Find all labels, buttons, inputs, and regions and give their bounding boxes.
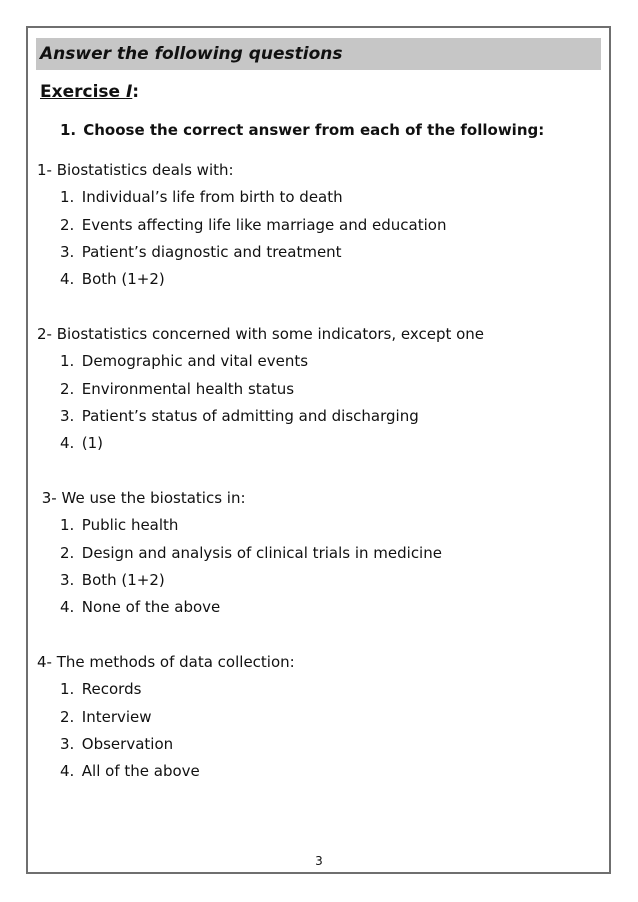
page-heading: Answer the following questions [40,44,343,64]
answer-option [0,540,638,567]
answer-option [0,403,638,430]
answer-option [0,704,638,731]
option-text: Both (1+2) [81,270,165,289]
answer-option [0,212,638,239]
answer-option [0,512,638,539]
option-number: 1. [60,516,75,535]
option-text: Observation [81,734,174,753]
option-number: 1. [60,188,75,207]
option-text: Demographic and vital events [81,352,309,371]
option-number: 4. [60,434,75,453]
question-text: 1- Biostatistics deals with: [37,161,234,179]
answer-option [0,239,638,266]
question-block-1 [0,157,638,293]
option-text: Records [81,680,142,699]
option-number: 2. [60,543,75,562]
exercise-label-roman: I [125,82,133,102]
option-number: 3. [60,406,75,425]
option-text: Patient’s diagnostic and treatment [81,242,342,261]
option-text: Environmental health status [81,379,295,398]
answer-option [0,594,638,621]
answer-option [0,376,638,403]
answer-option [0,184,638,211]
option-number: 2. [60,707,75,726]
answer-option [0,567,638,594]
exercise-title [40,80,139,104]
option-text: Both (1+2) [81,570,165,589]
answer-option [0,758,638,785]
question-text: 2- Biostatistics concerned with some indicators, except one [37,325,485,343]
option-number: 3. [60,242,75,261]
answer-option [0,676,638,703]
instruction-number: 1. [60,121,77,139]
answer-option [0,430,638,457]
question-text: 4- The methods of data collection: [37,653,295,671]
option-text: Individual’s life from birth to death [81,188,343,207]
option-number: 4. [60,598,75,617]
option-number: 1. [60,680,75,699]
instruction [60,119,544,141]
question-block-2 [0,321,638,457]
option-number: 2. [60,215,75,234]
option-number: 1. [60,352,75,371]
option-text: None of the above [81,598,221,617]
answer-option [0,731,638,758]
option-text: Public health [81,516,179,535]
answer-option [0,348,638,375]
exercise-label [40,82,132,102]
question-text: 3- We use the biostatics in: [37,489,246,507]
answer-option [0,266,638,293]
option-text: Design and analysis of clinical trials in medicine [81,543,442,562]
option-number: 4. [60,270,75,289]
option-text: Events affecting life like marriage and education [81,215,447,234]
exercise-label-suffix: : [132,82,140,102]
question-block-4 [0,649,638,785]
option-text: Interview [81,707,152,726]
exercise-label-prefix: Exercise [40,82,126,102]
option-number: 2. [60,379,75,398]
option-number: 3. [60,734,75,753]
question-block-3 [0,485,638,621]
option-text: (1) [81,434,104,453]
option-text: All of the above [81,762,200,781]
option-text: Patient’s status of admitting and discharging [81,406,419,425]
page-number: 3 [315,854,323,868]
option-number: 4. [60,762,75,781]
option-number: 3. [60,570,75,589]
instruction-text: Choose the correct answer from each of the following: [83,121,545,139]
